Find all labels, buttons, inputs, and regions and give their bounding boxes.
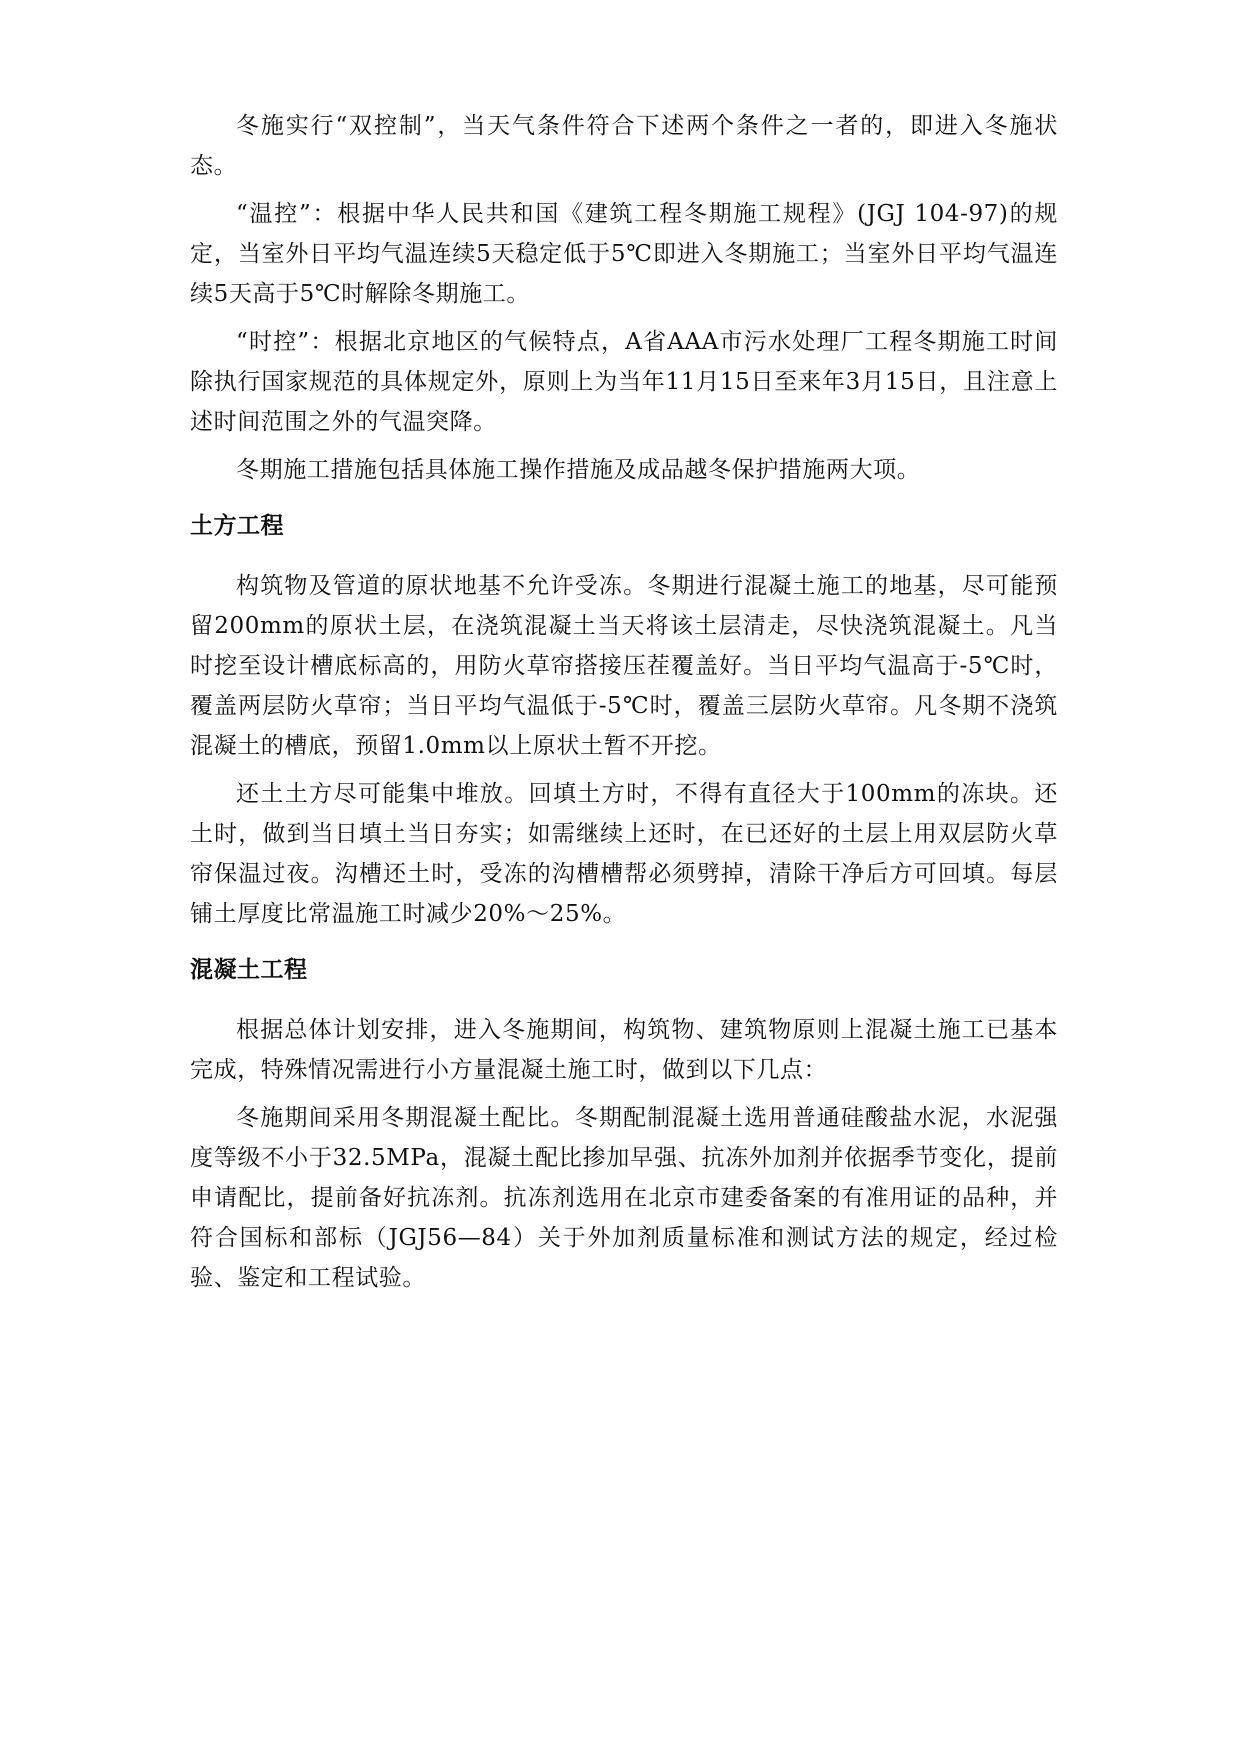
document-body bbox=[190, 106, 1058, 1306]
earthwork-paragraph-1: 构筑物及管道的原状地基不允许受冻。冬期进行混凝土施工的地基，尽可能预留200mm的原状土层，在浇筑混凝土当天将该土层清走，尽快浇筑混凝土。凡当时挖至设计槽底标高的，用防火草帘搭接压茬覆盖好。当日平均气温高于-5℃时，覆盖两层防火草帘；当日平均气温低于-5℃时，覆盖三层防火草帘。凡冬期不浇筑混凝土的槽底，预留1.0mm以上原状土暂不开挖。 bbox=[190, 573, 1058, 759]
intro-paragraph-measures: 冬期施工措施包括具体施工操作措施及成品越冬保护措施两大项。 bbox=[236, 457, 921, 483]
concrete-paragraph-1: 根据总体计划安排，进入冬施期间，构筑物、建筑物原则上混凝土施工已基本完成，特殊情况需进行小方量混凝土施工时，做到以下几点： bbox=[190, 1017, 1058, 1083]
intro-paragraph-time-control: “时控”：根据北京地区的气候特点，A省AAA市污水处理厂工程冬期施工时间除执行国家规范的具体规定外，原则上为当年11月15日至来年3月15日，且注意上述时间范围之外的气温突降。 bbox=[190, 329, 1058, 435]
earthwork-paragraph-2: 还土土方尽可能集中堆放。回填土方时，不得有直径大于100mm的冻块。还土时，做到当日填土当日夯实；如需继续上还时，在已还好的土层上用双层防火草帘保温过夜。沟槽还土时，受冻的沟槽槽帮必须劈掉，清除干净后方可回填。每层铺土厚度比常温施工时减少20%～25%。 bbox=[190, 781, 1058, 927]
intro-paragraph-1: 冬施实行“双控制”，当天气条件符合下述两个条件之一者的，即进入冬施状态。 bbox=[190, 113, 1058, 179]
section-heading-concrete: 混凝土工程 bbox=[190, 957, 308, 983]
concrete-paragraph-2: 冬施期间采用冬期混凝土配比。冬期配制混凝土选用普通硅酸盐水泥，水泥强度等级不小于32.5MPa，混凝土配比掺加早强、抗冻外加剂并依据季节变化，提前申请配比，提前备好抗冻剂。抗冻剂选用在北京市建委备案的有准用证的品种，并符合国标和部标（JGJ56—84）关于外加剂质量标准和测试方法的规定，经过检验、鉴定和工程试验。 bbox=[190, 1105, 1058, 1291]
section-heading-earthwork: 土方工程 bbox=[190, 513, 284, 539]
intro-paragraph-temperature-control: “温控”：根据中华人民共和国《建筑工程冬期施工规程》(JGJ 104-97)的规定，当室外日平均气温连续5天稳定低于5℃即进入冬期施工；当室外日平均气温连续5天高于5℃时解除冬期施工。 bbox=[190, 201, 1058, 307]
